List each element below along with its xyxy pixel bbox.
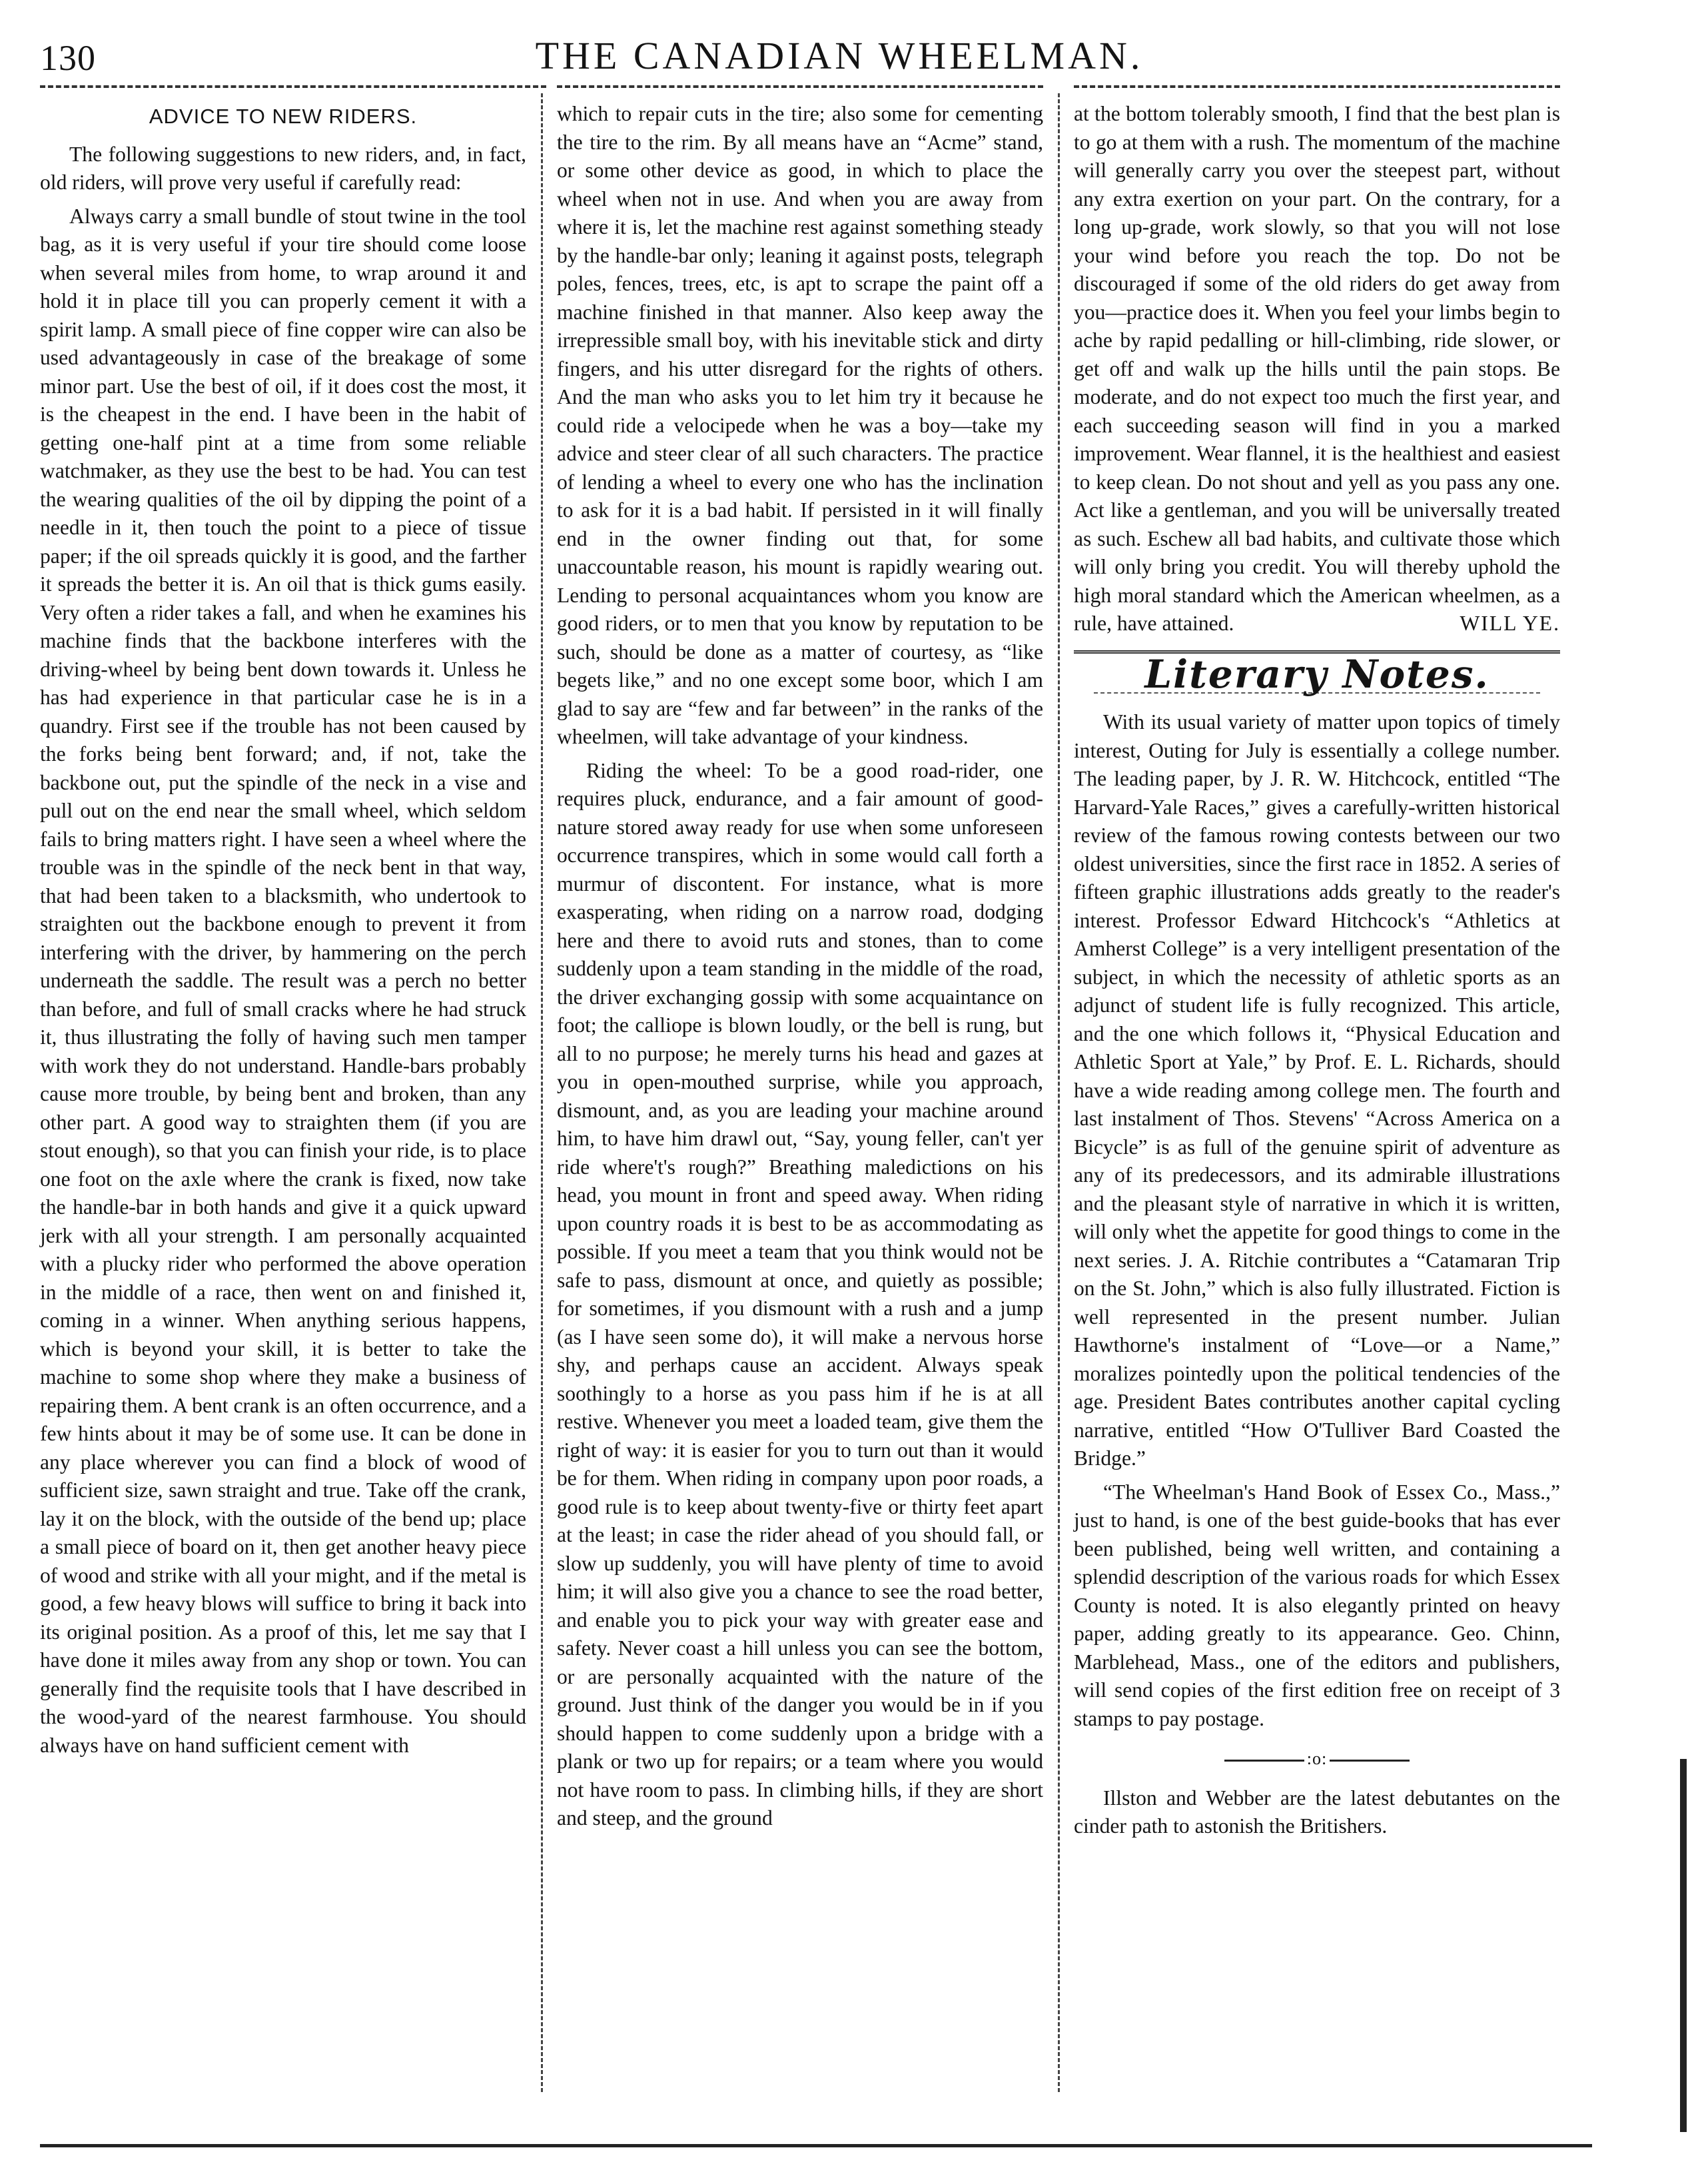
ornamental-separator: [1074, 1745, 1560, 1774]
separator-line-right: [1330, 1760, 1410, 1762]
column-divider-2: [1058, 93, 1060, 2092]
literary-notes-paragraph-1: With its usual variety of matter upon topics of timely interest, Outing for July is essentially a college number. The leading paper, by J. R. W. Hitchcock, entitled “The Harvard-Yale Races,” gives a carefully-written historical review of the famous rowing contests between our two oldest universities, since the first race in 1852. A series of fifteen graphic illustrations adds greatly to the reader's interest. Professor Edward Hitchcock's “Athletics at Amherst College” is a very intelligent presentation of the subject, in which the necessity of athletic sports as an adjunct of student life is fully recognized. This article, and the one which follows it, “Physical Education and Athletic Sport at Yale,” by Prof. E. L. Richards, should have a wide reading among college men. The fourth and last instalment of Thos. Stevens' “Across America on a Bicycle” is as full of the genuine spirit of adventure as any of its predecessors, and its admirable illustrations and the pleasant style of narrative in which it is written, will only whet the appetite for good things to come in the next series. J. A. Ritchie contributes a “Catamaran Trip on the St. John,” which is also fully illustrated. Fiction is well represented in the present number. Julian Hawthorne's instalment of “Love—or a Name,” moralizes pointedly upon the political tendencies of the age. President Bates contributes another capital cycling narrative, entitled “How O'Tulliver Bard Coasted the Bridge.”: [1074, 710, 1560, 1470]
header-rule-left: [40, 85, 546, 88]
header-rule-right: [1074, 85, 1560, 88]
literary-notes-title: Literary Notes.: [1144, 651, 1489, 697]
article-paragraph-2-continued: [1074, 100, 1560, 638]
column-1: [40, 100, 526, 1760]
publication-title: THE CANADIAN WHEELMAN.: [535, 34, 1144, 77]
running-head: [40, 33, 1639, 80]
header-rule-middle: [557, 85, 1043, 88]
separator-text: :o:: [1306, 1749, 1328, 1768]
article-signature: WILL YE.: [1460, 612, 1560, 635]
article-paragraph-2: Riding the wheel: To be a good road-rider, one requires pluck, endurance, and a fair amount of good-nature stored away ready for use when some unforeseen occurrence transpires, which in some would call forth a murmur of discontent. For instance, what is more exasperating, when riding on a narrow road, dodging here and there to avoid ruts and stones, than to come suddenly upon a team standing in the middle of the road, the driver exchanging gossip with some acquaintance on foot; the calliope is blown loudly, or the bell is rung, but all to no purpose; he merely turns his head and gazes at you in open-mouthed surprise, while you approach, dismount, and, as you are leading your machine around him, to have him drawl out, “Say, young feller, can't yer ride where't's rough?” Breathing maledictions on his head, you mount in front and speed away. When riding upon country roads it is best to be as accommodating as possible. If you meet a team that you think would not be safe to pass, dismount at once, and quietly as possible; for sometimes, if you dismount with a rush and a jump (as I have seen some do), it will make a nervous horse shy, and perhaps cause an accident. Always speak soothingly to a horse as you pass him if he is at all restive. Whenever you meet a loaded team, give them the right of way: it is easier for you to turn out than it would be for them. When riding in company upon poor roads, a good rule is to keep about twenty-five or thirty feet apart at the least; in case the rider ahead of you should fall, or slow up suddenly, you will have plenty of time to avoid him; it will also give you a chance to see the road better, and enable you to pick your way with greater ease and safety. Never coast a hill unless you can see the bottom, or are personally acquainted with the nature of the ground. Just think of the danger you would be in if you should happen to come suddenly upon a bridge with a plank or two up for repairs; or a team where you would not have room to pass. In climbing hills, if they are short and steep, and the ground: [557, 758, 1043, 1830]
article-closing-text: at the bottom tolerably smooth, I find that the best plan is to go at them with a rush. The momentum of the machine will generally carry you over the steepest part, without any extra exertion on your part. On the contrary, for a long up-grade, work slowly, so that you will not lose your wind before you reach the top. Do not be discouraged if some of the old riders do get away from you—practice does it. When you feel your limbs begin to ache by rapid pedalling or hill-climbing, ride slower, or get off and walk up the hills until the pain stops. Be moderate, and do not expect too much the first year, and each succeeding season will find in you a marked improvement. Wear flannel, it is the healthiest and easiest to keep clean. Do not shout and yell as you pass any one. Act like a gentleman, and you will be universally treated as such. Eschew all bad habits, and cultivate those which will only bring you credit. You will thereby uphold the high moral standard which the American wheelmen, as a rule, have attained.: [1074, 102, 1560, 635]
article-title: ADVICE TO NEW RIDERS.: [149, 105, 418, 128]
page-number: 130: [40, 38, 96, 78]
literary-notes-paragraph-2: “The Wheelman's Hand Book of Essex Co., Mass.,” just to hand, is one of the best guide-books that has ever been published, being well written, and containing a splendid description of the various roads for which Essex County is noted. It is also elegantly printed on heavy paper, adding greatly to its appearance. Geo. Chinn, Marblehead, Mass., one of the editors and publishers, will send copies of the first edition free on receipt of 3 stamps to pay postage.: [1074, 1480, 1560, 1730]
article-paragraph-1-continued: which to repair cuts in the tire; also some for cementing the tire to the rim. By all means have an “Acme” stand, or some other device as good, in which to place the wheel when not in use. And when you are away from where it is, let the machine rest against something steady by the handle-bar only; leaning it against posts, telegraph poles, fences, trees, etc, is apt to scrape the paint off a machine finished in that manner. Also keep away the irrepressible small boy, with his inevitable stick and dirty fingers, and his utter disregard for the rights of others. And the man who asks you to let him try it because he could ride a velocipede when he was a boy—take my advice and steer clear of all such characters. The practice of lending a wheel to every one who has the inclination to ask for it is a bad habit. If persisted in it will finally end in the owner finding out that, for some unaccountable reason, his mount is rapidly wearing out. Lending to personal acquaintances whom you know are good riders, or to men that you know by reputation to be such, should be done as a matter of courtesy, as “like begets like,” and no one except some boor, which I am glad to say are “few and far between” in the ranks of the wheelmen, will take advantage of your kindness.: [557, 102, 1043, 748]
column-divider-1: [541, 93, 543, 2092]
article-paragraph-1: Always carry a small bundle of stout twine in the tool bag, as it is very useful if your tire should come loose when several miles from home, to wrap around it and hold it in place till you can properly cement it with a spirit lamp. A small piece of fine copper wire can also be used advantageously in case of the breakage of some minor part. Use the best of oil, if it does cost the most, it is the cheapest in the end. I have been in the habit of getting one-half pint at a time from some reliable watchmaker, as they use the best to be had. You can test the wearing qualities of the oil by dipping the point of a needle in it, then touch the point to a piece of tissue paper; if the oil spreads quickly it is good, and the farther it spreads the better it is. An oil that is thick gums easily. Very often a rider takes a fall, and when he examines his machine finds that the backbone interferes with the driving-wheel by being bent down towards it. Unless he has had experience in that particular case he is in a quandry. First see if the trouble has not been caused by the forks being bent forward; and, if not, take the backbone out, put the spindle of the neck in a vise and pull out on the end near the small wheel, which seldom fails to bring matters right. I have seen a wheel where the trouble was in the spindle of the neck bent in that way, that had been taken to a blacksmith, who undertook to straighten out the backbone enough to prevent it from interfering with the driver, by hammering on the perch underneath the saddle. The result was a perch no better than before, and full of small cracks where he had struck it, thus illustrating the folly of having such men tamper with work they do not understand. Handle-bars probably cause more trouble, by being bent and broken, than any other part. A good way to straighten them (if you are stout enough), so that you can finish your ride, is to place one foot on the axle where the crank is fixed, now take the handle-bar in both hands and give it a quick upward jerk with all your strength. I am personally acquainted with a plucky rider who performed the above operation in the middle of a race, then went on and finished it, coming in a winner. When anything serious happens, which is beyond your skill, it is better to take the machine to some shop where they make a business of repairing them. A bent crank is an often occurrence, and a few hints about it may be of some use. It can be done in any place wherever you can find a block of wood of sufficient size, sawn straight and true. Take off the crank, lay it on the block, with the outside of the bend up; place a small piece of board on it, then get another heavy piece of wood and strike with all your might, and if the metal is good, a few heavy blows will suffice to bring it back into its original position. As a proof of this, let me say that I have done it miles away from any shop or town. You can generally find the requisite tools that I have described in the wood-yard of the nearest farmhouse. You should always have on hand sufficient cement with: [40, 204, 526, 1757]
literary-notes-paragraph-3: Illston and Webber are the latest debutantes on the cinder path to astonish the Britishers.: [1074, 1786, 1560, 1838]
column-2: [557, 100, 1043, 1833]
binding-edge-mark: [1680, 1759, 1687, 2132]
footer-rule: [40, 2144, 1592, 2147]
article-intro: The following suggestions to new riders, and, in fact, old riders, will prove very useful if carefully read:: [40, 142, 526, 194]
column-3: [1074, 100, 1560, 1841]
separator-line-left: [1224, 1760, 1304, 1762]
